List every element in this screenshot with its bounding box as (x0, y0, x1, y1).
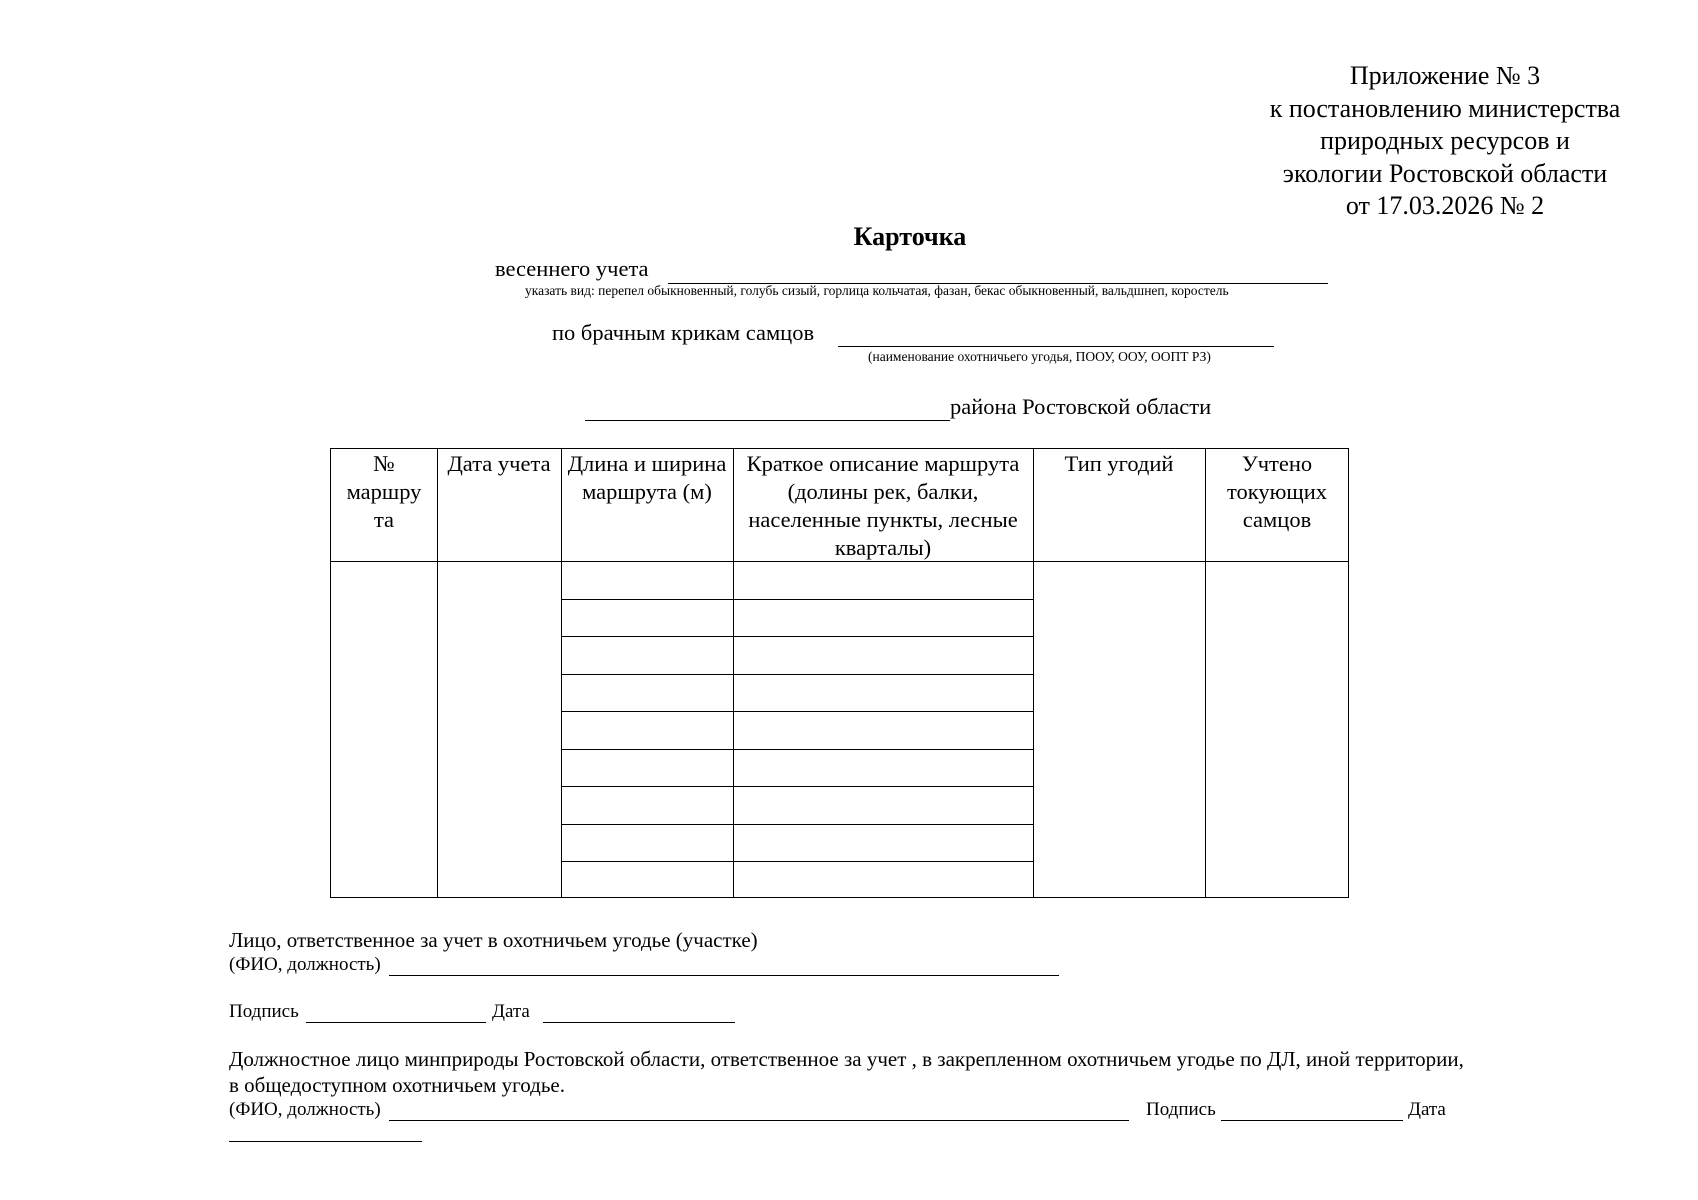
header-counted-males: Учтено токующих самцов (1226, 451, 1328, 532)
annex-line: Приложение № 3 (1349, 61, 1541, 90)
header-length-width: Длина и ширина маршрута (м) (567, 451, 727, 504)
annex-line: природных ресурсов и (1320, 126, 1570, 155)
header-land-type: Тип угодий (1064, 451, 1174, 476)
row-divider (561, 636, 1033, 637)
signature-field-official[interactable] (1221, 1120, 1403, 1121)
district-field[interactable] (585, 420, 950, 421)
row-divider (561, 861, 1033, 862)
header-date: Дата учета (447, 451, 551, 476)
route-table (330, 448, 1349, 898)
calls-label: по брачным крикам самцов (552, 320, 815, 345)
row-divider (561, 599, 1033, 600)
signature-label: Подпись (229, 1001, 299, 1022)
responsible-line: Лицо, ответственное за учет в охотничьем угодье (участке) (229, 928, 758, 952)
annex-line: экологии Ростовской области (1282, 158, 1608, 188)
row-divider (561, 824, 1033, 825)
annex-line: от 17.03.2026 № 2 (1345, 191, 1545, 220)
fio-label-official: (ФИО, должность) (229, 1099, 381, 1120)
annex-header (1195, 60, 1695, 223)
annex-line: к постановлению министерства (1269, 93, 1621, 123)
date-label-official: Дата (1408, 1099, 1446, 1120)
calls-hint: (наименование охотничьего угодья, ПООУ, ООУ, ООПТ РЗ) (868, 349, 1211, 364)
fio-field[interactable] (389, 975, 1059, 976)
signature-field[interactable] (306, 1022, 486, 1023)
row-divider (561, 711, 1033, 712)
row-divider (561, 749, 1033, 750)
column-divider (1205, 449, 1206, 897)
row-divider (561, 786, 1033, 787)
district-label: района Ростовской области (950, 394, 1212, 419)
official-line-2: в общедоступном охотничьем угодье. (229, 1073, 565, 1097)
column-divider (561, 449, 562, 897)
official-line-1: Должностное лицо минприроды Ростовской области, ответственное за учет , в закрепленном охотничьем угодье по ДЛ, иной территории, (229, 1047, 1464, 1071)
date-label: Дата (492, 1001, 530, 1022)
spring-hint: указать вид: перепел обыкновенный, голубь сизый, горлица кольчатая, фазан, бекас обыкновенный, вальдшнеп, коростель (525, 283, 1229, 298)
spring-label: весеннего учета (495, 256, 649, 281)
signature-label-official: Подпись (1146, 1099, 1216, 1120)
fio-label: (ФИО, должность) (229, 954, 381, 975)
row-divider (561, 674, 1033, 675)
date-field-official[interactable] (229, 1141, 422, 1142)
fio-field-official[interactable] (389, 1120, 1129, 1121)
header-route-number: № маршру та (346, 451, 422, 532)
card-title: Карточка (853, 222, 967, 251)
hunting-ground-field[interactable] (838, 346, 1274, 347)
date-field[interactable] (543, 1022, 735, 1023)
header-route-description: Краткое описание маршрута (долины рек, балки, населенные пункты, лесные кварталы) (746, 451, 1020, 560)
